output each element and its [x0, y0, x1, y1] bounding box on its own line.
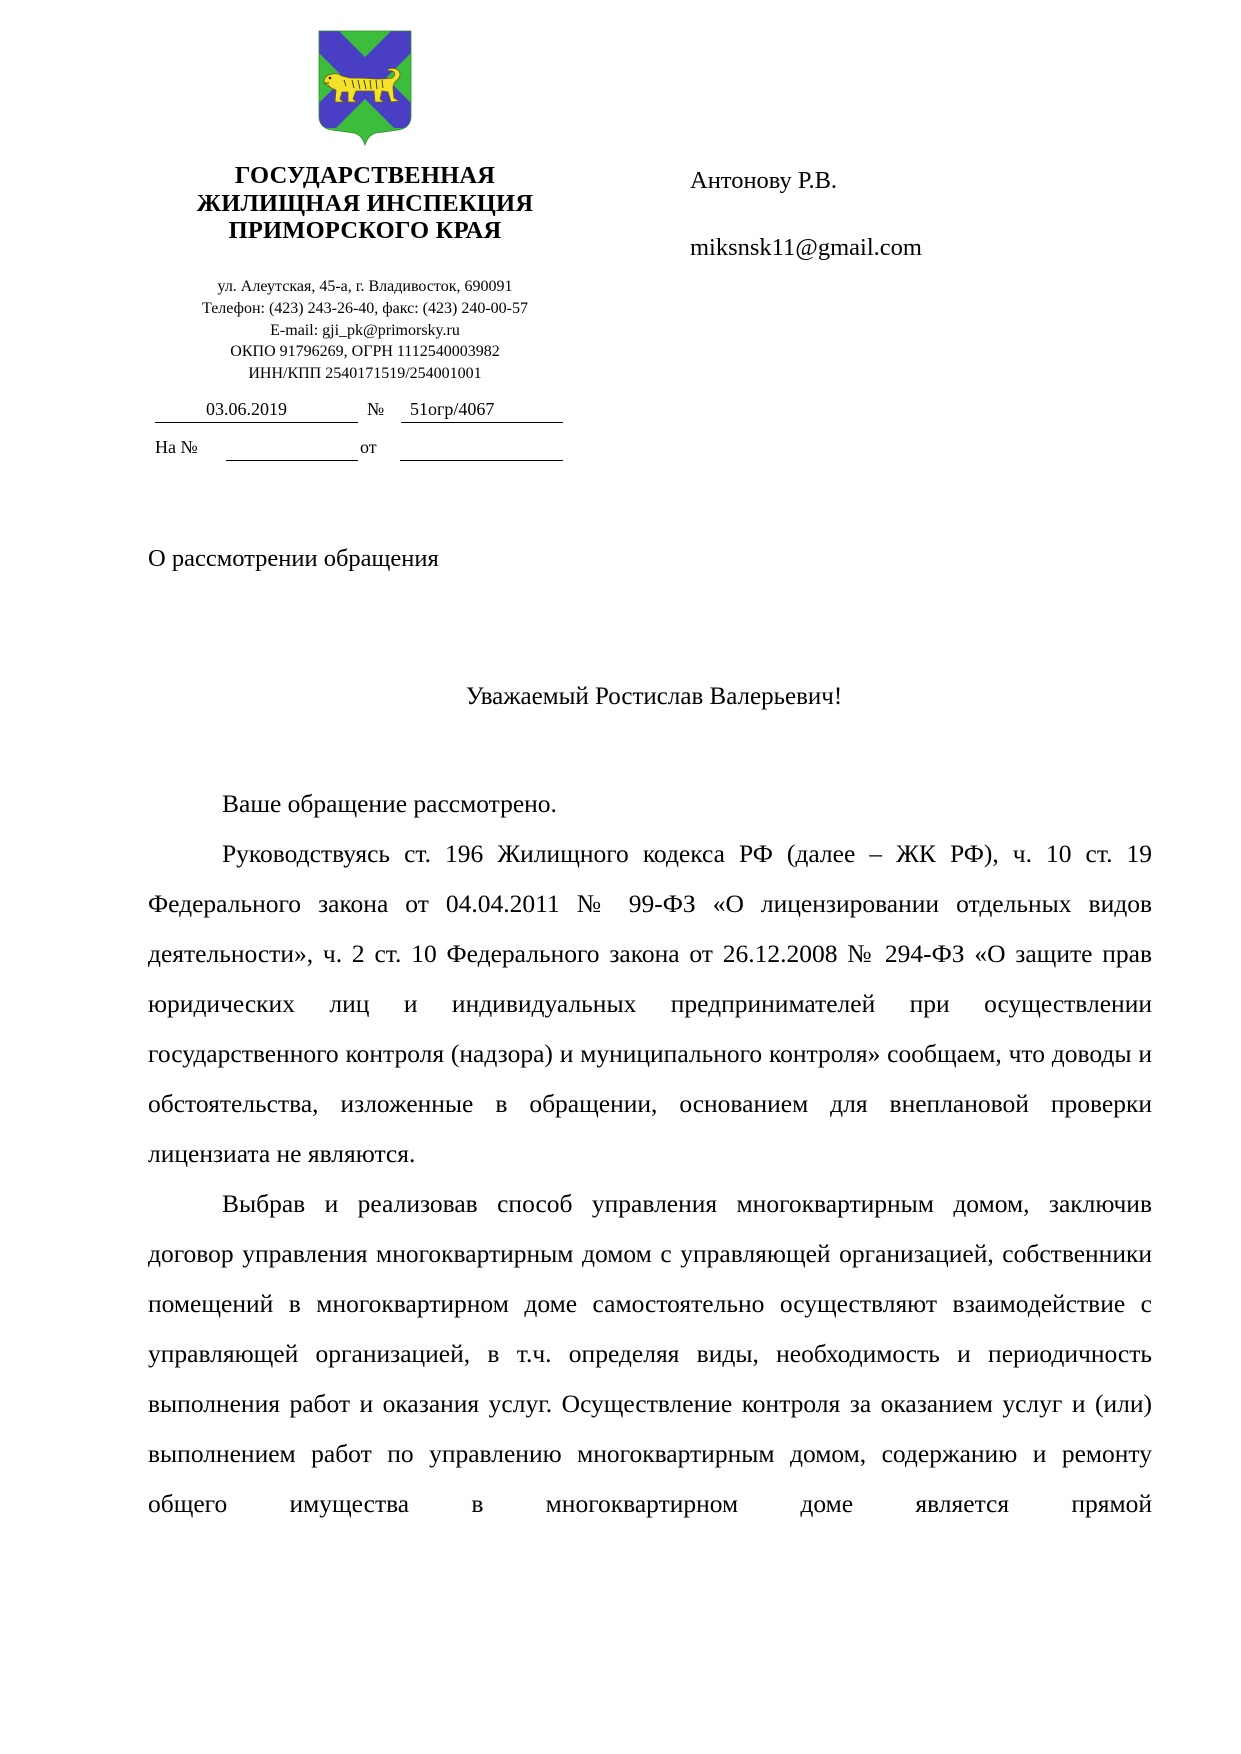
- body-paragraph: Ваше обращение рассмотрено.: [222, 789, 557, 818]
- org-name-line: ЖИЛИЩНАЯ ИНСПЕКЦИЯ: [196, 189, 534, 217]
- date-underline: [155, 422, 358, 423]
- recipient-name: Антонову Р.В.: [690, 167, 838, 194]
- org-name-line: ПРИМОРСКОГО КРАЯ: [228, 217, 502, 244]
- org-name-line: ГОСУДАРСТВЕННАЯ: [234, 162, 496, 189]
- recipient-email: miksnsk11@gmail.com: [690, 234, 922, 261]
- from-label: от: [360, 437, 377, 457]
- greeting: Уважаемый Ростислав Валерьевич!: [465, 683, 843, 710]
- body-paragraph: Руководствуясь ст. 196 Жилищного кодекса РФ (далее – ЖК РФ), ч. 10 ст. 19 Федерального закона от 04.04.2011 № 99-ФЗ «О лицензировании отдельных видов деятельности», ч. 2 ст. 10 Федерального закона от 26.12.2008 № 294-ФЗ «О защите прав юридических лиц и индивидуальных предпринимателей при осуществлении государственного контроля (надзора) и муниципального контроля» сообщаем, что доводы и обстоятельства, изложенные в обращении, основанием для внеплановой проверки лицензиата не являются.: [148, 839, 1152, 1168]
- letter-subject: О рассмотрении обращения: [148, 545, 439, 572]
- body-paragraph: Выбрав и реализовав способ управления многоквартирным домом, заключив договор управления многоквартирным домом с управляющей организацией, собственники помещений в многоквартирном доме самостоятельно осуществляют взаимодействие с управляющей организацией, в т.ч. определяя виды, необходимость и периодичность выполнения работ и оказания услуг. Осуществление контроля за оказанием услуг и (или) выполнением работ по управлению многоквартирным домом, содержанию и ремонту общего имущества в многоквартирном доме является прямой: [148, 1189, 1152, 1518]
- phone-line: Телефон: (423) 243-26-40, факс: (423) 240-00-57: [202, 299, 528, 317]
- reply-to-label: На №: [155, 437, 198, 457]
- coat-of-arms-emblem: [316, 28, 414, 148]
- okpo-ogrn-line: ОКПО 91796269, ОГРН 1112540003982: [230, 343, 500, 361]
- number-sign: №: [367, 399, 385, 419]
- tiger-shield-icon: [316, 28, 414, 148]
- organization-name: [160, 162, 570, 245]
- reply-to-number-underline: [226, 460, 358, 461]
- number-underline: [401, 422, 563, 423]
- inn-kpp-line: ИНН/КПП 2540171519/254001001: [248, 365, 482, 383]
- organization-contacts: [150, 276, 580, 385]
- letter-number: 51огр/4067: [410, 399, 495, 419]
- address-line: ул. Алеутская, 45-а, г. Владивосток, 690091: [217, 278, 513, 295]
- letter-body: [148, 779, 1152, 1529]
- email-line: E-mail: gji_pk@primorsky.ru: [270, 321, 460, 339]
- reply-to-date-underline: [400, 460, 563, 461]
- letter-date: 03.06.2019: [206, 399, 287, 419]
